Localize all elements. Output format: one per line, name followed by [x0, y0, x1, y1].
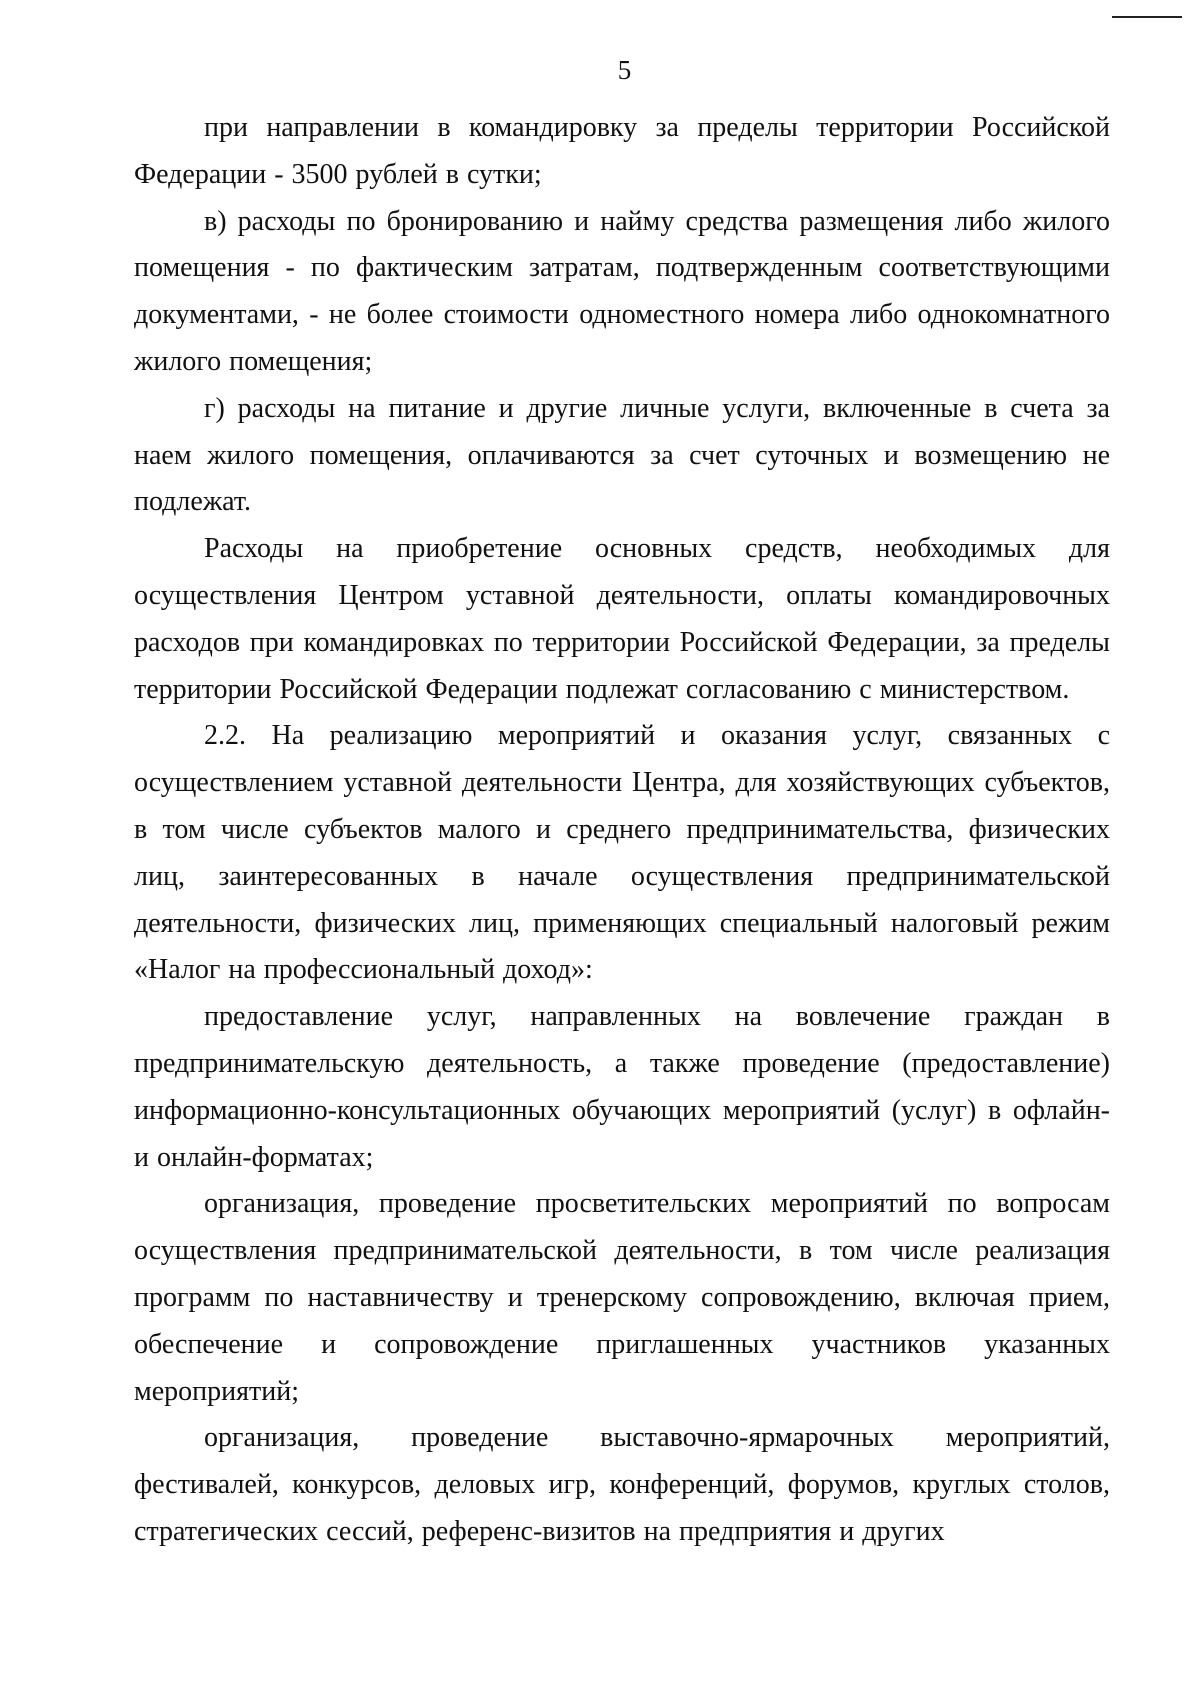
paragraph-section-2-2: 2.2. На реализацию мероприятий и оказания услуг, связанных с осуществлением уставной деятельности Центра, для хозяйствующих субъектов, в том числе субъектов малого и среднего предпринимательства, физических лиц, заинтересованных в начале осуществления предпринимательской деятельности, физических лиц, применяющих специальный налоговый режим «Налог на профессиональный доход»:: [134, 720, 1110, 986]
paragraph-services-provision: предоставление услуг, направленных на вовлечение граждан в предпринимательскую деятельность, а также проведение (предоставление) информационно-консультационных обучающих мероприятий (услуг) в офлайн- и онлайн-форматах;: [134, 1001, 1110, 1173]
paragraph-foreign-trip-per-diem: при направлении в командировку за пределы территории Российской Федерации - 3500 рублей в сутки;: [134, 112, 1110, 190]
paragraph-accommodation-expenses: в) расходы по бронированию и найму средства размещения либо жилого помещения - по фактическим затратам, подтвержденным соответствующими документами, - не более стоимости одноместного номера либо однокомнатного жилого помещения;: [134, 205, 1110, 377]
paragraph-educational-events: организация, проведение просветительских мероприятий по вопросам осуществления предпринимательской деятельности, в том числе реализация программ по наставничеству и тренерскому сопровождению, включая прием, обеспечение и сопровождение приглашенных участников указанных мероприятий;: [134, 1188, 1110, 1407]
paragraph-fixed-assets-approval: Расходы на приобретение основных средств, необходимых для осуществления Центром уставной деятельности, оплаты командировочных расходов при командировках по территории Российской Федерации, за пределы территории Российской Федерации подлежат согласованию с министерством.: [134, 533, 1110, 705]
scan-edge-mark: [1112, 16, 1182, 18]
paragraph-exhibition-events: организация, проведение выставочно-ярмарочных мероприятий, фестивалей, конкурсов, деловых игр, конференций, форумов, круглых столов, стратегических сессий, референс-визитов на предприятия и других: [134, 1422, 1110, 1547]
paragraph-meal-expenses: г) расходы на питание и другие личные услуги, включенные в счета за наем жилого помещения, оплачиваются за счет суточных и возмещению не подлежат.: [134, 392, 1110, 518]
page-number: 5: [617, 55, 632, 85]
document-body: [134, 105, 1110, 1556]
